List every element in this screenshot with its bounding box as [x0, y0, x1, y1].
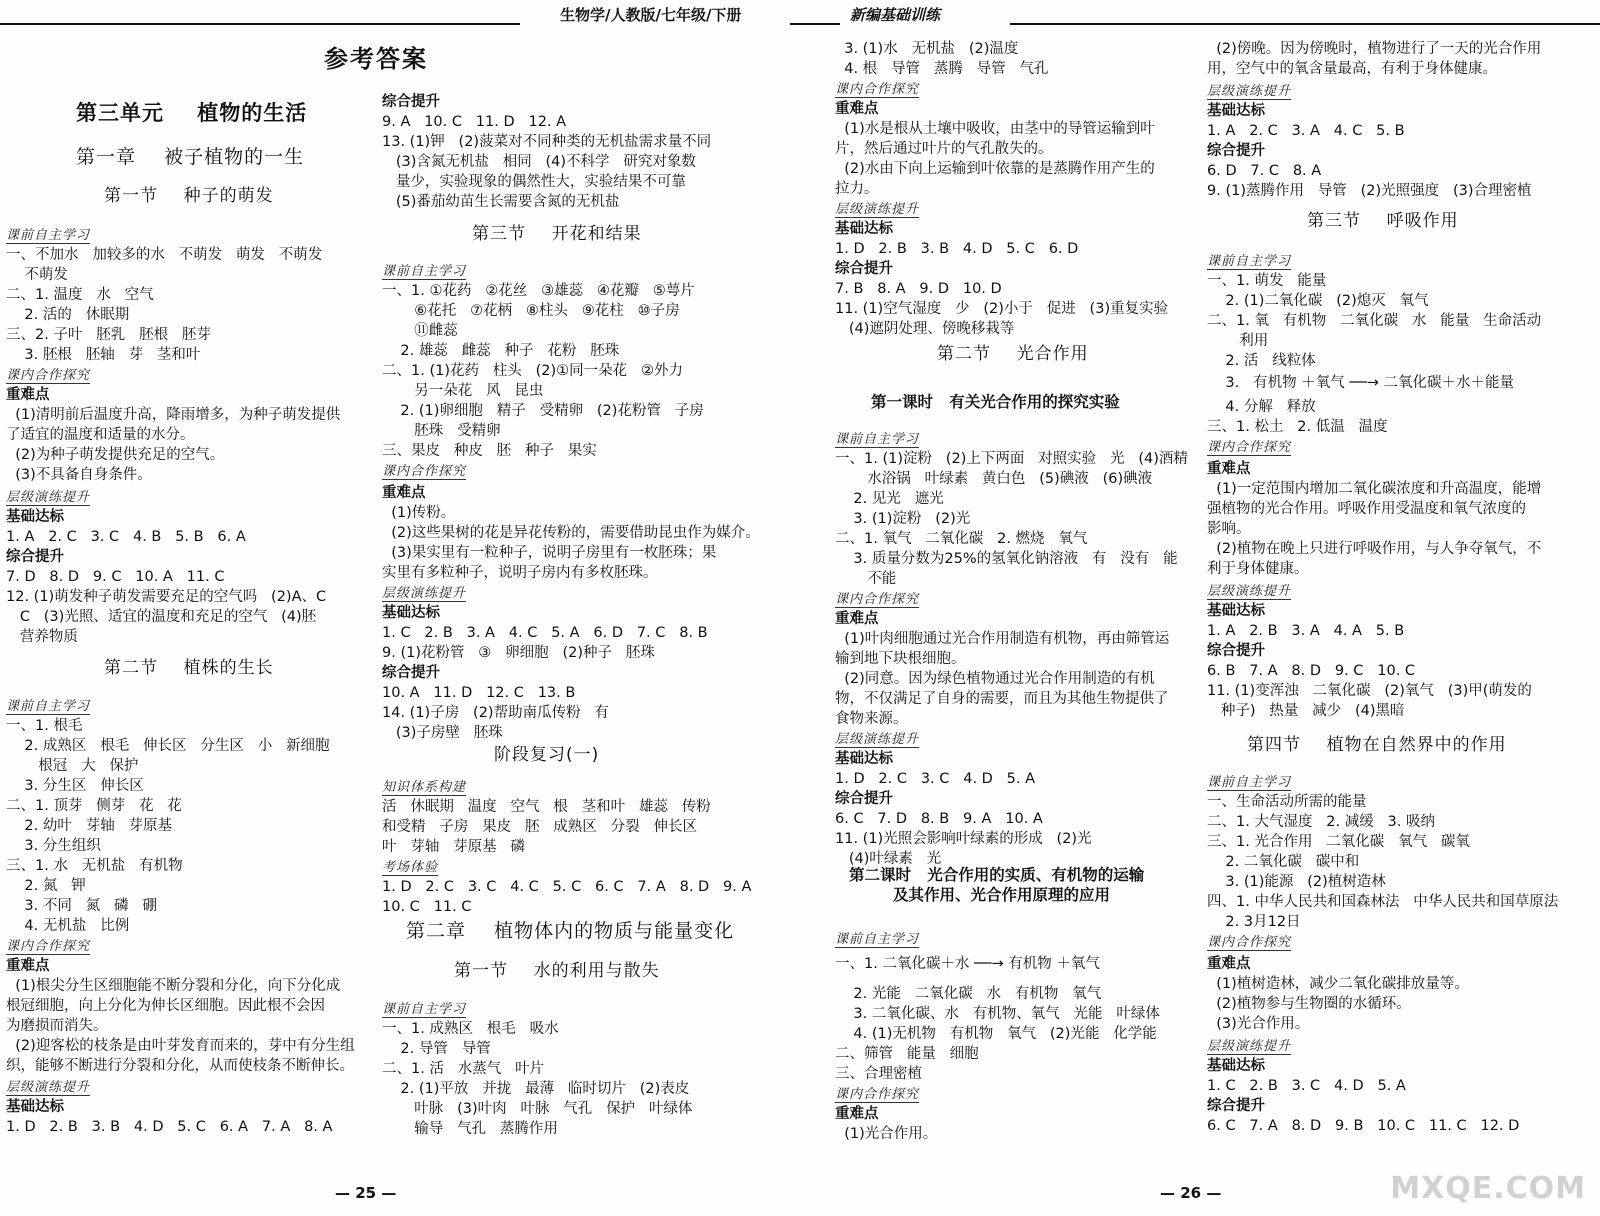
answer-line: 2. (1)二氧化碳 (2)熄灭 氧气	[1207, 293, 1429, 309]
section-tag: 课前自主学习	[1207, 254, 1292, 269]
answer-line: (3)子房壁 胚珠	[382, 725, 503, 741]
answer-line: 3. 分生区 伸长区	[6, 778, 144, 794]
answer-line: (1)叶肉细胞通过光合作用制造有机物，再由筛管运	[835, 631, 1170, 647]
answer-line: (2)为种子萌发提供充足的空气。	[6, 447, 225, 463]
title: 第二节 植株的生长	[104, 658, 274, 678]
subheading: 基础达标	[1207, 1058, 1265, 1074]
answer-line: 不萌发	[6, 267, 68, 283]
section-tag: 课内合作探究	[1207, 440, 1292, 455]
answer-line: 输导 气孔 蒸腾作用	[382, 1121, 558, 1137]
section-tag: 层级演练提升	[6, 1080, 91, 1095]
subheading: 重难点	[1207, 956, 1251, 972]
answer-line: (3)光合作用。	[1207, 1016, 1310, 1032]
answer-line: (4)叶绿素 光	[835, 851, 942, 867]
subheading: 综合提升	[1207, 1098, 1265, 1114]
answer-line: 2. 光能 二氧化碳 水 有机物 氧气	[835, 986, 1102, 1002]
answer-line: 四、1. 中华人民共和国森林法 中华人民共和国草原法	[1207, 894, 1559, 910]
answer-line: 2. 雄蕊 雌蕊 种子 花粉 胚珠	[382, 343, 620, 359]
section-tag: 课前自主学习	[835, 432, 920, 447]
answer-line: 三、1. 水 无机盐 有机物	[6, 858, 183, 874]
answer-line: (1)传粉。	[382, 505, 456, 521]
answer-line: (1)植树造林，减少二氧化碳排放量等。	[1207, 976, 1469, 992]
answer-line: (2)迎客松的枝条是由叶芽发育而来的，芽中有分生组	[6, 1038, 355, 1054]
answer-line: 一、1. 根毛	[6, 718, 83, 734]
subheading: 重难点	[835, 1106, 879, 1122]
section-tag: 层级演练提升	[1207, 84, 1292, 99]
answer-line: 3. (1)水 无机盐 (2)温度	[835, 41, 1019, 57]
section-tag: 课内合作探究	[835, 82, 920, 97]
subheading: 综合提升	[1207, 143, 1265, 159]
answer-line: 二、筛管 能量 细胞	[835, 1046, 979, 1062]
answer-line: 2. 活 线粒体	[1207, 353, 1316, 369]
header-series: 新编基础训练	[850, 6, 941, 24]
section-tag: 课内合作探究	[6, 939, 91, 954]
title: 及其作用、光合作用原理的应用	[893, 886, 1111, 904]
answer-line: 13. (1)钾 (2)菠菜对不同种类的无机盐需求量不同	[382, 134, 712, 150]
answer-line: 1. D 2. C 3. C 4. D 5. A	[835, 771, 1036, 787]
header-rule-right	[1010, 23, 1600, 25]
title: 第三节 开花和结果	[472, 224, 642, 244]
answer-line: 一、生命活动所需的能量	[1207, 794, 1367, 810]
answer-line: 3. (1)能源 (2)植树造林	[1207, 874, 1386, 890]
answer-line: 3. 有机物 ＋氧气 ──→ 二氧化碳＋水＋能量	[1207, 375, 1515, 391]
answer-line: 2. 氮 钾	[6, 878, 86, 894]
answer-line: 6. C 7. D 8. B 9. A 10. A	[835, 811, 1043, 827]
answer-line: 1. D 2. C 3. C 4. C 5. C 6. C 7. A 8. D 9. A	[382, 879, 752, 895]
answer-line: 影响。	[1207, 521, 1251, 537]
answer-line: 一、不加水 加较多的水 不萌发 萌发 不萌发	[6, 247, 323, 263]
page-header	[0, 3, 1600, 25]
answer-line: 片，然后通过叶片的气孔散失的。	[835, 141, 1053, 157]
title: 第一章 被子植物的一生	[76, 146, 305, 168]
answer-line: (4)遮阴处理、傍晚移栽等	[835, 321, 1015, 337]
subheading: 基础达标	[382, 605, 440, 621]
title: 第一课时 有关光合作用的探究实验	[871, 393, 1120, 411]
answer-line: 2. 幼叶 芽轴 芽原基	[6, 818, 173, 834]
answer-line: 1. D 2. B 3. B 4. D 5. C 6. A 7. A 8. A	[6, 1119, 333, 1135]
header-subject: 生物学/人教版/七年级/下册	[560, 6, 742, 24]
answer-line: 一、1. ①花药 ②花丝 ③雄蕊 ④花瓣 ⑤萼片	[382, 283, 695, 299]
answer-line: 2. 二氧化碳 碳中和	[1207, 854, 1360, 870]
section-tag: 课前自主学习	[382, 264, 467, 279]
answer-line: 二、1. (1)花药 柱头 (2)①同一朵花 ②外力	[382, 363, 684, 379]
watermark: MXQE.COM	[1390, 1171, 1586, 1206]
answer-line: 1. D 2. B 3. B 4. D 5. C 6. D	[835, 241, 1079, 257]
subheading: 综合提升	[1207, 643, 1265, 659]
answer-line: 活 休眠期 温度 空气 根 茎和叶 雄蕊 传粉	[382, 799, 711, 815]
answer-line: 7. B 8. A 9. D 10. D	[835, 281, 1002, 297]
answer-line: 物，不仅满足了自身的需要，而且为其他生物提供了	[835, 691, 1169, 707]
answer-line: 和受精 子房 果皮 胚 成熟区 分裂 伸长区	[382, 819, 697, 835]
section-tag: 课内合作探究	[835, 1087, 920, 1102]
answer-line: 6. C 7. A 8. D 9. B 10. C 11. C 12. D	[1207, 1118, 1520, 1134]
answer-line: 2. (1)平放 并拢 最薄 临时切片 (2)表皮	[382, 1081, 690, 1097]
answer-line: 4. 根 导管 蒸腾 导管 气孔	[835, 61, 1049, 77]
answer-line: ⑥花托 ⑦花柄 ⑧柱头 ⑨花柱 ⑩子房	[382, 303, 680, 319]
answer-line: 4. (1)无机物 有机物 氧气 (2)光能 化学能	[835, 1026, 1157, 1042]
answer-line: 输到地下块根细胞。	[835, 651, 966, 667]
answer-line: (3)果实里有一粒种子，说明子房里有一枚胚珠；果	[382, 545, 717, 561]
answer-line: 2. 导管 导管	[382, 1041, 491, 1057]
answer-line: 营养物质	[6, 629, 78, 645]
answer-line: 用，空气中的氧含量最高，有利于身体健康。	[1207, 61, 1497, 77]
answer-line: 三、果皮 种皮 胚 种子 果实	[382, 443, 597, 459]
answer-line: 为磨损而消失。	[6, 1018, 108, 1034]
answer-line: 水浴锅 叶绿素 黄白色 (5)碘液 (6)碘液	[835, 471, 1153, 487]
answer-line: (2)水由下向上运输到叶依靠的是蒸腾作用产生的	[835, 161, 1155, 177]
answer-line: (1)根尖分生区细胞能不断分裂和分化，向下分化成	[6, 978, 341, 994]
answer-line: (1)清明前后温度升高，降雨增多，为种子萌发提供	[6, 407, 341, 423]
answer-line: C (3)光照、适宜的温度和充足的空气 (4)胚	[6, 609, 317, 625]
answer-line: 3. 胚根 胚轴 芽 茎和叶	[6, 347, 201, 363]
page-number-right: — 26 —	[1160, 1184, 1222, 1202]
section-tag: 层级演练提升	[6, 490, 91, 505]
title: 第二课时 光合作用的实质、有机物的运输	[849, 866, 1145, 884]
subheading: 综合提升	[6, 549, 64, 565]
answer-line: 织，能够不断进行分裂和分化，从而使枝条不断伸长。	[6, 1058, 354, 1074]
answer-line: 1. A 2. C 3. A 4. C 5. B	[1207, 123, 1405, 139]
answer-line: 胚珠 受精卵	[382, 423, 501, 439]
answer-line: 9. (1)蒸腾作用 导管 (2)光照强度 (3)合理密植	[1207, 183, 1532, 199]
answer-line: 1. A 2. B 3. A 4. A 5. B	[1207, 623, 1405, 639]
answer-line: 食物来源。	[835, 711, 908, 727]
subheading: 基础达标	[1207, 603, 1265, 619]
answer-line: 2. (1)卵细胞 精子 受精卵 (2)花粉管 子房	[382, 403, 704, 419]
subheading: 重难点	[6, 387, 50, 403]
section-tag: 层级演练提升	[1207, 1039, 1292, 1054]
answer-line: 3. 二氧化碳、水 有机物、氧气 光能 叶绿体	[835, 1006, 1160, 1022]
answer-line: 三、合理密植	[835, 1066, 922, 1082]
subheading: 重难点	[382, 485, 426, 501]
answer-line: 12. (1)萌发种子萌发需要充足的空气吗 (2)A、C	[6, 589, 327, 605]
title: 第四节 植物在自然界中的作用	[1247, 735, 1507, 755]
answer-line: 量少，实验现象的偶然性大，实验结果不可靠	[382, 174, 686, 190]
title: 第一节 水的利用与散失	[454, 961, 660, 981]
answer-line: 不能	[835, 571, 897, 587]
answer-line: 1. C 2. B 3. C 4. D 5. A	[1207, 1078, 1406, 1094]
answer-line: 了适宜的温度和适量的水分。	[6, 427, 195, 443]
section-tag: 课内合作探究	[382, 464, 467, 479]
answer-line: 二、1. 大气湿度 2. 减缓 3. 吸纳	[1207, 814, 1435, 830]
title: 阶段复习(一)	[494, 745, 600, 765]
subheading: 基础达标	[835, 751, 893, 767]
section-tag: 知识体系构建	[382, 780, 467, 795]
subheading: 综合提升	[382, 665, 440, 681]
answer-line: 另一朵花 风 昆虫	[382, 383, 544, 399]
section-tag: 考场体验	[382, 860, 439, 875]
answer-line: 4. 无机盐 比例	[6, 918, 130, 934]
answer-line: 1. C 2. B 3. A 4. C 5. A 6. D 7. C 8. B	[382, 625, 708, 641]
answer-line: 6. B 7. A 8. D 9. C 10. C	[1207, 663, 1416, 679]
title: 第三节 呼吸作用	[1307, 211, 1459, 231]
title: 第三单元 植物的生活	[76, 101, 308, 125]
subheading: 基础达标	[6, 509, 64, 525]
answer-line: 利用	[1207, 333, 1269, 349]
section-tag: 层级演练提升	[382, 586, 467, 601]
answer-line: 利于身体健康。	[1207, 561, 1309, 577]
answer-line: 三、1. 光合作用 二氧化碳 氧气 碳氧	[1207, 834, 1470, 850]
section-tag: 课前自主学习	[6, 228, 91, 243]
answer-line: 三、1. 松土 2. 低温 温度	[1207, 419, 1388, 435]
answer-line: 1. A 2. C 3. C 4. B 5. B 6. A	[6, 529, 246, 545]
subheading: 重难点	[6, 958, 50, 974]
answer-line: 6. D 7. C 8. A	[1207, 163, 1322, 179]
answer-line: (2)傍晚。因为傍晚时，植物进行了一天的光合作用	[1207, 41, 1542, 57]
answer-line: 叶脉 (3)叶肉 叶脉 气孔 保护 叶绿体	[382, 1101, 693, 1117]
answer-line: 2. 见光 遮光	[835, 491, 944, 507]
answer-line: 11. (1)变浑浊 二氧化碳 (2)氧气 (3)甲(萌发的	[1207, 683, 1532, 699]
answer-line: (3)不具备自身条件。	[6, 467, 152, 483]
subheading: 综合提升	[382, 94, 440, 110]
section-tag: 层级演练提升	[835, 202, 920, 217]
answer-line: ⑪雌蕊	[382, 323, 458, 339]
answer-line: 强植物的光合作用。呼吸作用受温度和氧气浓度的	[1207, 501, 1526, 517]
answer-line: (1)水是根从土壤中吸收，由茎中的导管运输到叶	[835, 121, 1155, 137]
subheading: 重难点	[835, 101, 879, 117]
title: 参考答案	[324, 45, 428, 73]
header-rule-mid	[790, 23, 840, 25]
answer-line: 一、1. 成熟区 根毛 吸水	[382, 1021, 559, 1037]
answer-line: 叶 芽轴 芽原基 磷	[382, 839, 525, 855]
header-rule-left	[0, 23, 520, 25]
answer-line: (2)这些果树的花是异花传粉的，需要借助昆虫作为媒介。	[382, 525, 760, 541]
answer-line: 二、1. 温度 水 空气	[6, 287, 154, 303]
title: 第一节 种子的萌发	[104, 186, 274, 206]
section-tag: 课前自主学习	[835, 932, 920, 947]
subheading: 基础达标	[1207, 103, 1265, 119]
subheading: 综合提升	[835, 791, 893, 807]
answer-line: 3. (1)淀粉 (2)光	[835, 511, 971, 527]
answer-line: 9. A 10. C 11. D 12. A	[382, 114, 567, 130]
answer-line: 3. 分生组织	[6, 838, 101, 854]
section-tag: 课前自主学习	[1207, 775, 1292, 790]
answer-line: (2)植物在晚上只进行呼吸作用，与人争夺氧气，不	[1207, 541, 1542, 557]
answer-line: 根冠细胞，向上分化为伸长区细胞。因此根不会因	[6, 998, 325, 1014]
answer-line: 2. 3月12日	[1207, 914, 1301, 930]
answer-line: 3. 不同 氮 磷 硼	[6, 898, 157, 914]
answer-line: (1)一定范围内增加二氧化碳浓度和升高温度，能增	[1207, 481, 1542, 497]
answer-line: (1)光合作用。	[835, 1126, 938, 1142]
answer-line: 二、1. 氧气 二氧化碳 2. 燃烧 氧气	[835, 531, 1088, 547]
answer-line: 一、1. 萌发 能量	[1207, 273, 1327, 289]
section-tag: 课内合作探究	[1207, 935, 1292, 950]
section-tag: 课内合作探究	[835, 592, 920, 607]
answer-line: 一、1. (1)淀粉 (2)上下两面 对照实验 光 (4)酒精	[835, 451, 1188, 467]
answer-line: 二、1. 氧 有机物 二氧化碳 水 能量 生命活动	[1207, 313, 1542, 329]
section-tag: 层级演练提升	[1207, 584, 1292, 599]
subheading: 综合提升	[835, 261, 893, 277]
answer-line: 9. (1)花粉管 ③ 卵细胞 (2)种子 胚珠	[382, 645, 655, 661]
section-tag: 课内合作探究	[6, 368, 91, 383]
section-tag: 课前自主学习	[6, 699, 91, 714]
answer-line: 3. 质量分数为25%的氢氧化钠溶液 有 没有 能	[835, 551, 1178, 567]
subheading: 重难点	[835, 611, 879, 627]
answer-line: 实里有多粒种子，说明子房内有多枚胚珠。	[382, 565, 658, 581]
subheading: 基础达标	[6, 1099, 64, 1115]
answer-line: 10. A 11. D 12. C 13. B	[382, 685, 576, 701]
page-number-left: — 25 —	[335, 1184, 397, 1202]
answer-line: 11. (1)空气湿度 少 (2)小于 促进 (3)重复实验	[835, 301, 1169, 317]
answer-line: 7. D 8. D 9. C 10. A 11. C	[6, 569, 225, 585]
answer-line: (2)同意。因为绿色植物通过光合作用制造的有机	[835, 671, 1155, 687]
answer-line: 一、1. 二氧化碳＋水 ──→ 有机物 ＋氧气	[835, 956, 1100, 972]
title: 第二节 光合作用	[937, 344, 1089, 364]
answer-line: 2. 活的 休眠期	[6, 307, 130, 323]
answer-line: 4. 分解 释放	[1207, 399, 1316, 415]
answer-line: (3)含氮无机盐 相同 (4)不科学 研究对象数	[382, 154, 696, 170]
answer-line: (5)番茄幼苗生长需要含氮的无机盐	[382, 194, 620, 210]
section-tag: 层级演练提升	[835, 732, 920, 747]
answer-line: 11. (1)光照会影响叶绿素的形成 (2)光	[835, 831, 1092, 847]
subheading: 重难点	[1207, 461, 1251, 477]
subheading: 基础达标	[835, 221, 893, 237]
answer-line: 种子) 热量 减少 (4)黑暗	[1207, 703, 1405, 719]
answer-line: (2)植物参与生物圈的水循环。	[1207, 996, 1411, 1012]
section-tag: 课前自主学习	[382, 1002, 467, 1017]
answer-line: 三、2. 子叶 胚乳 胚根 胚芽	[6, 327, 211, 343]
answer-line: 10. C 11. C	[382, 899, 472, 915]
answer-line: 二、1. 顶芽 侧芽 花 花	[6, 798, 182, 814]
answer-line: 根冠 大 保护	[6, 758, 139, 774]
answer-line: 2. 成熟区 根毛 伸长区 分生区 小 新细胞	[6, 738, 330, 754]
answer-line: 拉力。	[835, 181, 879, 197]
title: 第二章 植物体内的物质与能量变化	[406, 920, 735, 942]
answer-line: 二、1. 活 水蒸气 叶片	[382, 1061, 545, 1077]
answer-line: 14. (1)子房 (2)帮助南瓜传粉 有	[382, 705, 609, 721]
